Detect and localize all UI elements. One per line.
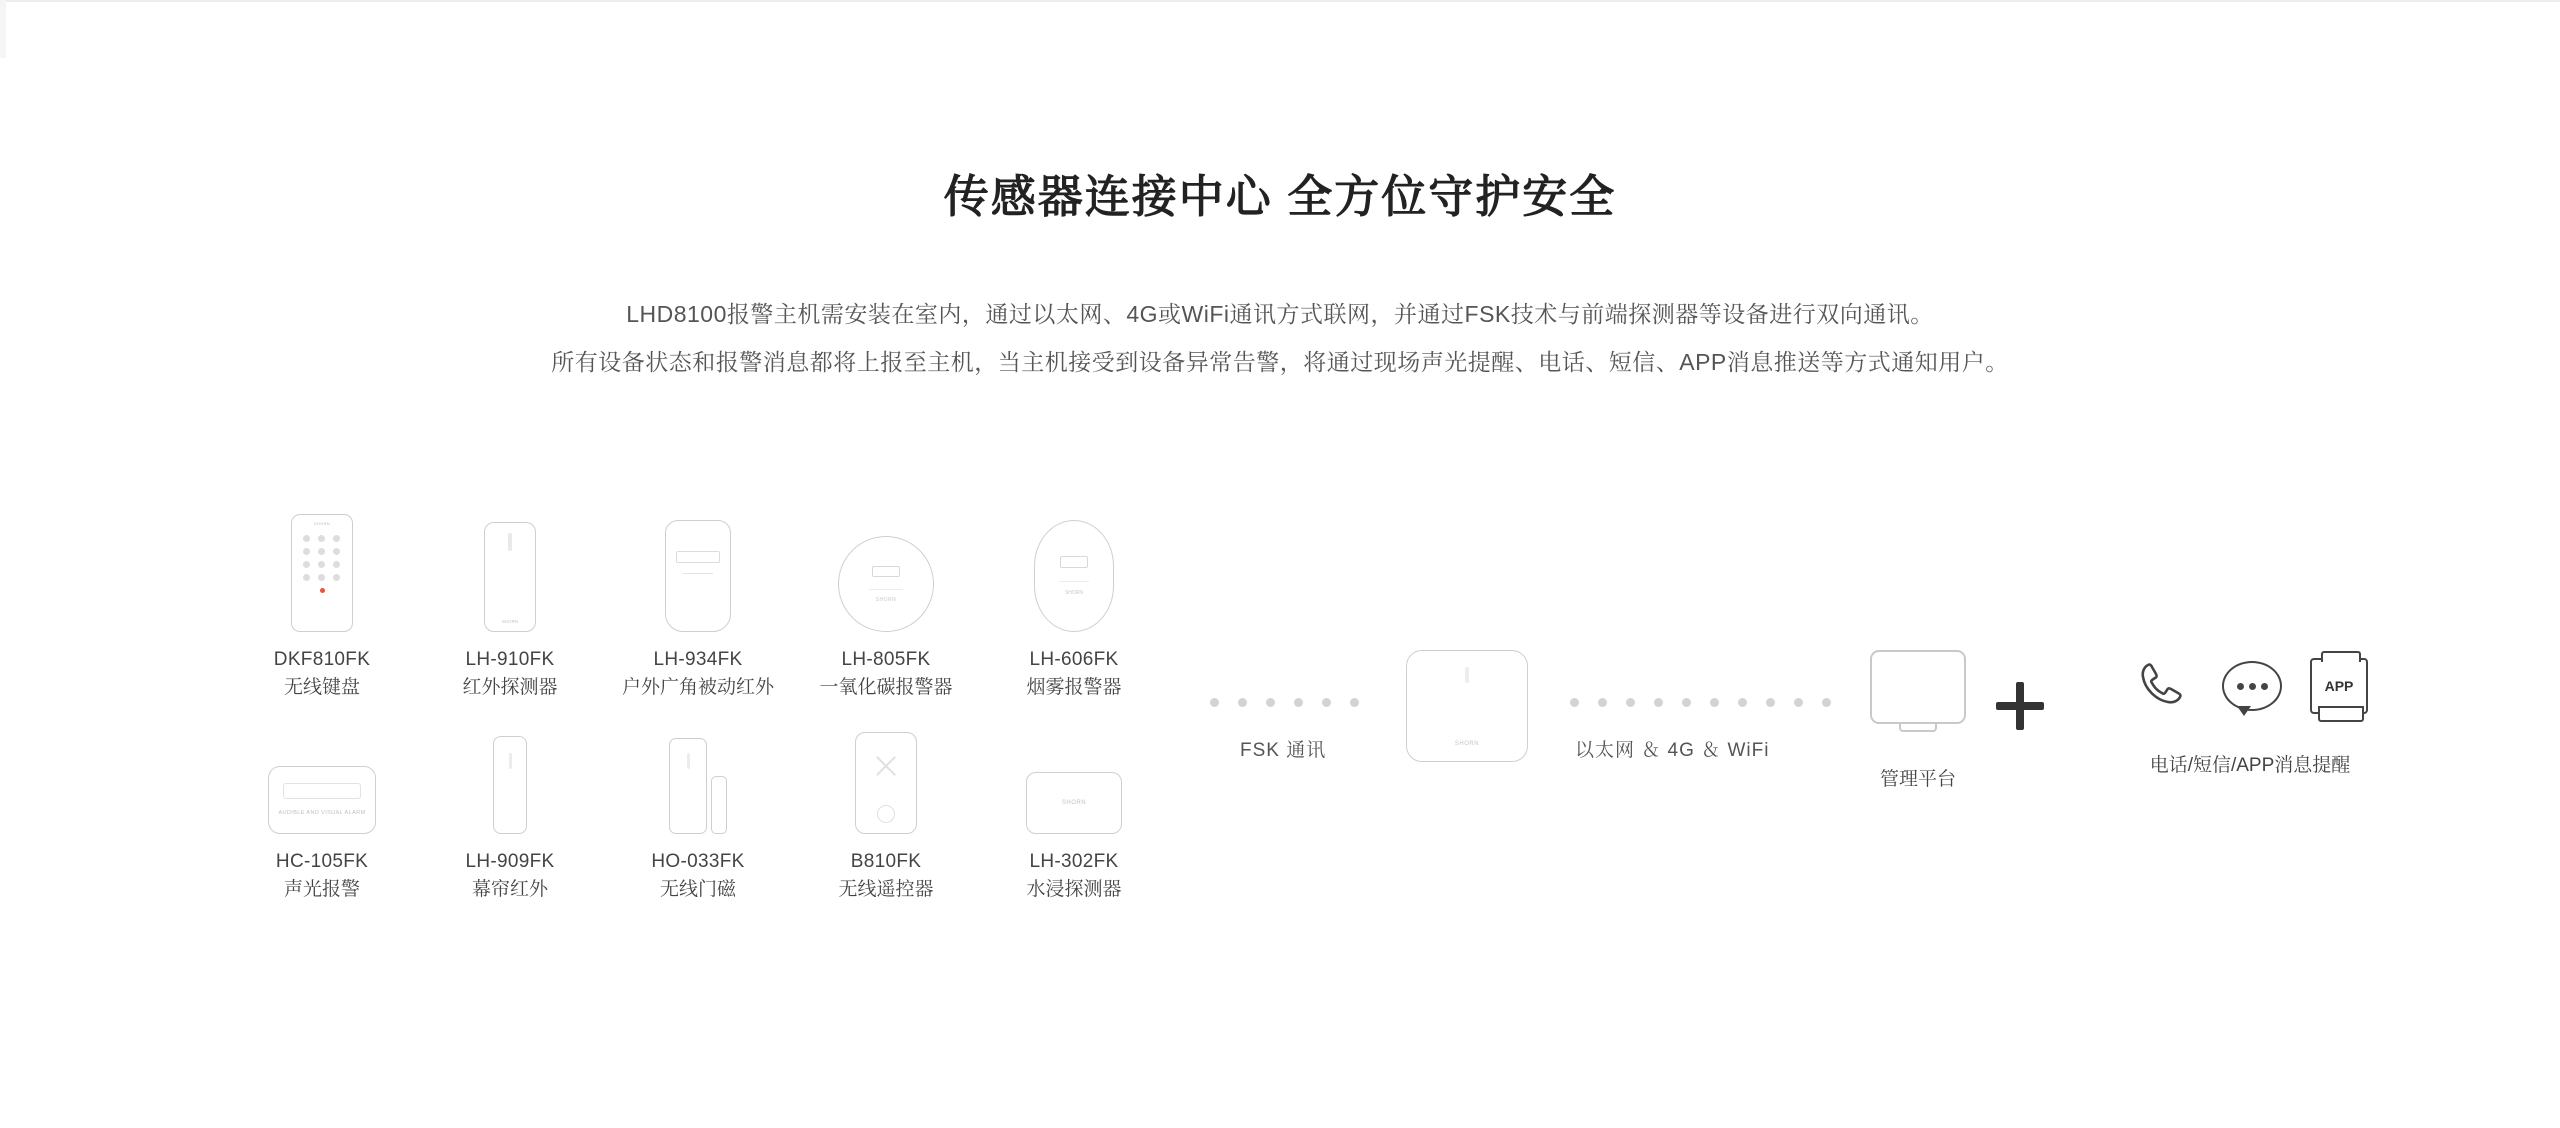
app-icon-text: APP (2324, 678, 2354, 694)
wireless-keypad-icon: SHORN (291, 512, 353, 632)
door-contact-icon (669, 714, 727, 834)
water-leak-detector-icon: SHORN (1026, 714, 1122, 834)
fsk-label: FSK 通讯 (1240, 740, 1327, 761)
platform-label: 管理平台 (1879, 769, 1956, 790)
device-desc: 幕帘红外 (471, 879, 548, 900)
monitor-icon (1870, 650, 1966, 724)
device-model: HO-033FK (651, 851, 745, 872)
notification-label: 电话/短信/APP消息提醒 (2149, 755, 2351, 776)
device-desc: 户外广角被动红外 (621, 677, 774, 698)
device-item (792, 512, 980, 702)
hub-brand-label: SHORN (1454, 741, 1480, 747)
device-model: LH-909FK (465, 851, 555, 872)
management-platform (1838, 650, 1998, 791)
app-push-icon (2310, 658, 2368, 714)
device-item (228, 714, 416, 904)
device-item (792, 714, 980, 904)
curtain-infrared-icon (493, 714, 527, 834)
alarm-hub-device (1406, 650, 1528, 762)
monitor-stand-icon (1899, 723, 1937, 732)
device-model: DKF810FK (273, 649, 371, 670)
page-description (0, 290, 2560, 386)
infrared-detector-icon: SHORN (484, 512, 536, 632)
device-model: LH-302FK (1029, 851, 1119, 872)
device-item (604, 512, 792, 702)
device-desc: 无线门磁 (659, 879, 736, 900)
device-model: LH-934FK (653, 649, 743, 670)
top-divider (0, 0, 2560, 2)
smoke-alarm-icon: SHORN (1034, 512, 1114, 632)
device-desc: 无线键盘 (283, 677, 360, 698)
device-row-2 (228, 714, 1168, 904)
device-desc: 一氧化碳报警器 (819, 677, 953, 698)
notification-channels (2100, 648, 2400, 777)
wireless-remote-icon (855, 714, 917, 834)
device-model: LH-606FK (1029, 649, 1119, 670)
device-model: LH-910FK (465, 649, 555, 670)
device-model: LH-805FK (841, 649, 931, 670)
device-item (980, 714, 1168, 904)
device-item (228, 512, 416, 702)
outdoor-pir-icon (665, 512, 731, 632)
page-title: 传感器连接中心 全方位守护安全 (943, 171, 1617, 222)
network-signal-dots (1570, 698, 1831, 707)
sms-bubble-icon (2222, 661, 2282, 711)
device-desc: 红外探测器 (462, 677, 558, 698)
device-desc: 无线遥控器 (838, 879, 934, 900)
plus-icon (1990, 676, 2050, 736)
top-left-accent (0, 0, 6, 58)
device-row-1 (228, 512, 1168, 702)
device-item (980, 512, 1168, 702)
fsk-signal-dots (1210, 698, 1359, 707)
device-desc: 烟雾报警器 (1026, 677, 1122, 698)
description-line-2: 所有设备状态和报警消息都将上报至主机，当主机接受到设备异常告警，将通过现场声光提醒、电话、短信、APP消息推送等方式通知用户。 (551, 349, 2009, 375)
device-model: B810FK (850, 851, 922, 872)
carbon-monoxide-alarm-icon: SHORN (838, 512, 934, 632)
device-item (604, 714, 792, 904)
device-desc: 水浸探测器 (1026, 879, 1122, 900)
description-line-1: LHD8100报警主机需安装在室内，通过以太网、4G或WiFi通讯方式联网，并通过FSK技术与前端探测器等设备进行双向通讯。 (626, 301, 1934, 327)
notification-icon-row (2132, 648, 2368, 724)
network-label: 以太网 ＆ 4G ＆ WiFi (1575, 740, 1770, 761)
device-desc: 声光报警 (283, 879, 360, 900)
hub-indicator (1465, 667, 1469, 683)
device-grid (228, 512, 1168, 904)
device-item (416, 512, 604, 702)
device-model: HC-105FK (275, 851, 369, 872)
device-item (416, 714, 604, 904)
sound-light-siren-icon: AUDIBLE AND VISUAL ALARM (268, 714, 376, 834)
phone-icon (2132, 655, 2194, 717)
